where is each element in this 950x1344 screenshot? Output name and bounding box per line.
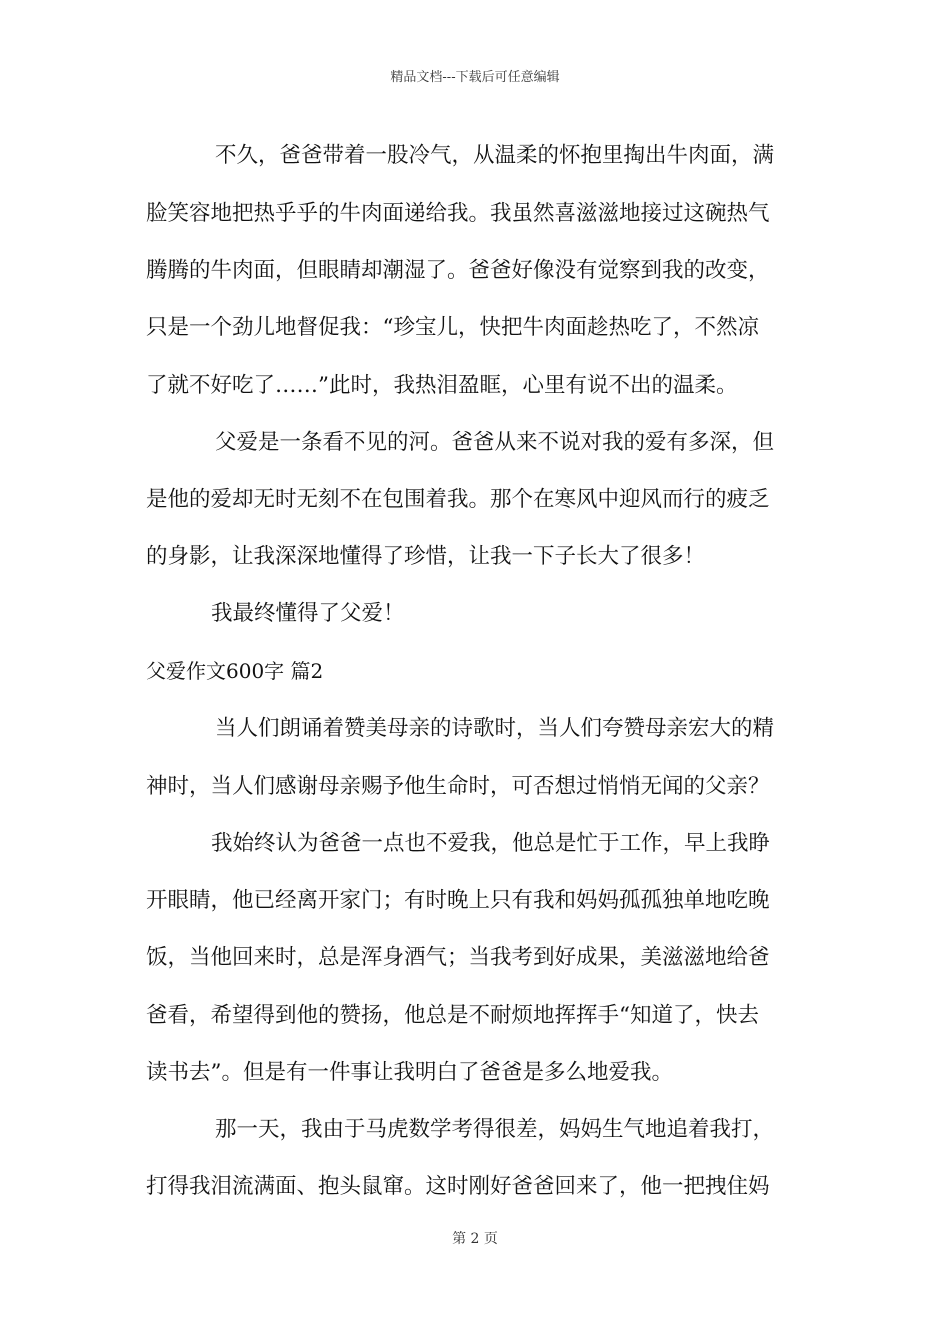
text-line: 打得我泪流满面、抱头鼠窜。这时刚好爸爸回来了，他一把拽住妈 [146,1174,770,1199]
section-heading: 父爱作文600字 篇2 [146,659,324,683]
text-line: 我最终懂得了父爱！ [211,601,405,626]
text-line: 饭，当他回来时，总是浑身酒气；当我考到好成果，美滋滋地给爸 [146,945,770,970]
text-line: 腾腾的牛肉面，但眼睛却潮湿了。爸爸好像没有觉察到我的改变， [146,258,770,283]
text-line: 不久，爸爸带着一股冷气，从温柔的怀抱里掏出牛肉面，满 [215,143,775,168]
text-line: 了就不好吃了……”此时，我热泪盈眶，心里有说不出的温柔。 [146,373,738,398]
text-line: 开眼睛，他已经离开家门；有时晚上只有我和妈妈孤孤独单地吃晚 [146,888,770,913]
page-number: 第 2 页 [452,1231,498,1247]
text-line: 只是一个劲儿地督促我：“珍宝儿，快把牛肉面趁热吃了，不然凉 [146,315,759,340]
text-line: 那一天，我由于马虎数学考得很差，妈妈生气地追着我打， [215,1117,775,1142]
text-line: 神时，当人们感谢母亲赐予他生命时，可否想过悄悄无闻的父亲？ [146,774,770,799]
text-line: 当人们朗诵着赞美母亲的诗歌时，当人们夸赞母亲宏大的精 [215,716,775,741]
text-line: 脸笑容地把热乎乎的牛肉面递给我。我虽然喜滋滋地接过这碗热气 [146,201,770,226]
text-line: 的身影，让我深深地懂得了珍惜，让我一下子长大了很多！ [146,544,706,569]
text-line: 爸看，希望得到他的赞扬，他总是不耐烦地挥挥手“知道了，快去 [146,1003,759,1028]
page-header: 精品文档---下载后可任意编辑 [390,70,560,85]
text-line: 我始终认为爸爸一点也不爱我，他总是忙于工作，早上我睁 [211,831,771,856]
text-line: 父爱是一条看不见的河。爸爸从来不说对我的爱有多深，但 [215,430,775,455]
text-line: 读书去”。但是有一件事让我明白了爸爸是多么地爱我。 [146,1060,673,1085]
text-line: 是他的爱却无时无刻不在包围着我。那个在寒风中迎风而行的疲乏 [146,487,770,512]
